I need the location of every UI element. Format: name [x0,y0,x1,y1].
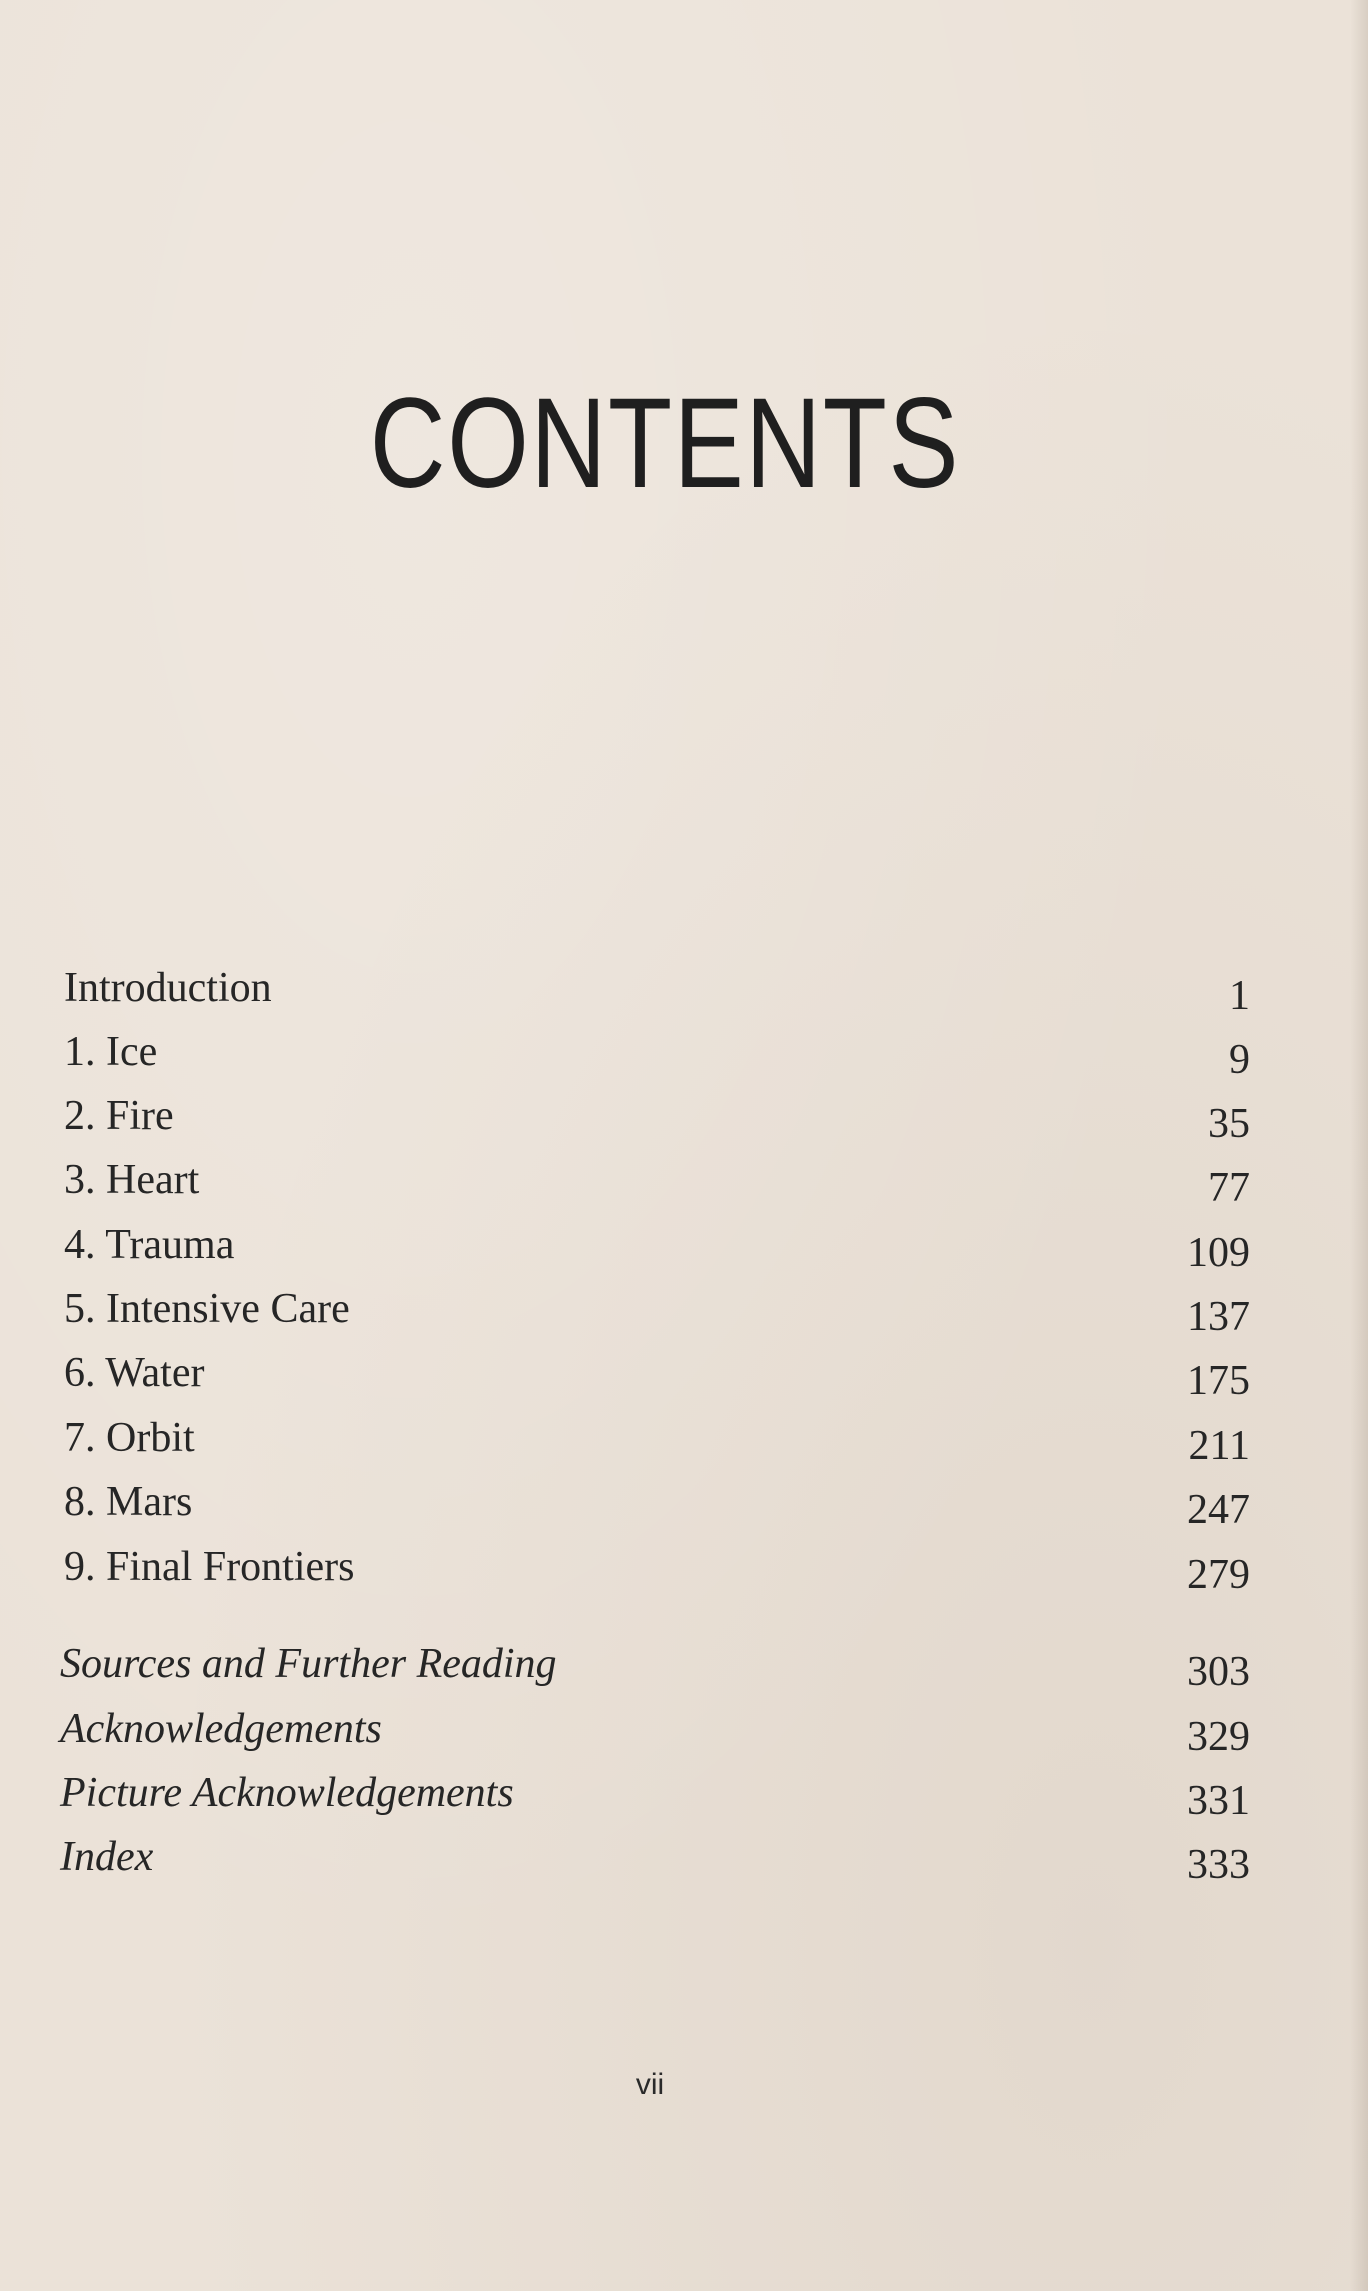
toc-entry-label: Index [60,1834,154,1880]
toc-entry-label: 7. Orbit [64,1415,195,1461]
toc-entry-page: 35 [1208,1101,1250,1147]
toc-entry-label: 4. Trauma [64,1222,235,1268]
toc-entry-label: Picture Acknowledgements [60,1770,514,1816]
toc-entry-label: Introduction [64,965,272,1011]
toc-entry-page: 1 [1229,973,1250,1019]
toc-entry-chapter-5 [64,1283,1250,1343]
toc-entry-label: 1. Ice [64,1029,158,1075]
toc-entry-page: 247 [1187,1487,1250,1533]
toc-entry-chapter-1 [64,1026,1250,1086]
toc-entry-chapter-4 [64,1219,1250,1279]
page-edge-shadow [1350,0,1368,2291]
toc-entry-page: 331 [1187,1778,1250,1824]
toc-entry-chapter-3 [64,1154,1250,1214]
toc-entry-label: 6. Water [64,1350,205,1396]
toc-entry-page: 211 [1188,1423,1250,1469]
toc-entry-chapter-8 [64,1476,1250,1536]
toc-entry-label: Acknowledgements [60,1706,382,1752]
toc-entry-sources [60,1638,1250,1698]
toc-entry-page: 303 [1187,1649,1250,1695]
toc-entry-label: Sources and Further Reading [60,1641,557,1687]
toc-entry-index [60,1831,1250,1891]
toc-entry-page: 77 [1208,1165,1250,1211]
toc-entry-introduction [64,962,1250,1022]
page-number: vii [635,2068,665,2101]
toc-entry-chapter-2 [64,1090,1250,1150]
toc-entry-chapter-9 [64,1541,1250,1601]
toc-entry-page: 279 [1187,1552,1250,1598]
toc-entry-label: 9. Final Frontiers [64,1544,355,1590]
toc-entry-label: 3. Heart [64,1157,200,1203]
toc-entry-chapter-6 [64,1347,1250,1407]
toc-entry-chapter-7 [64,1412,1250,1472]
toc-entry-page: 109 [1187,1230,1250,1276]
toc-entry-page: 333 [1187,1842,1250,1888]
toc-entry-page: 175 [1187,1358,1250,1404]
toc-entry-acknowledgements [60,1703,1250,1763]
contents-title: CONTENTS [369,372,961,515]
toc-entry-page: 9 [1229,1037,1250,1083]
toc-entry-label: 5. Intensive Care [64,1286,350,1332]
toc-entry-picture-acknowledgements [60,1767,1250,1827]
toc-entry-label: 8. Mars [64,1479,193,1525]
toc-entry-page: 329 [1187,1714,1250,1760]
toc-entry-page: 137 [1187,1294,1250,1340]
toc-entry-label: 2. Fire [64,1093,174,1139]
